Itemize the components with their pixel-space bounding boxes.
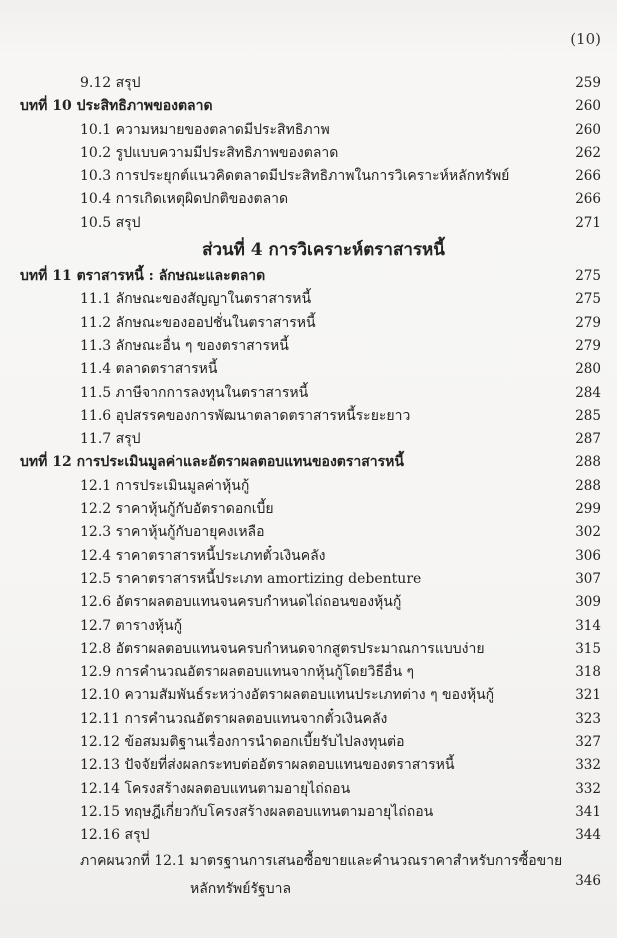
toc-entry-title: 12.16 สรุป: [80, 827, 150, 844]
toc-page-number: 260: [575, 121, 601, 138]
toc-entry-title: 11.2 ลักษณะของออปชั่นในตราสารหนี้: [80, 314, 316, 331]
toc-page-number: 262: [575, 144, 601, 161]
toc-entry-title: 12.15 ทฤษฎีเกี่ยวกับโครงสร้างผลตอบแทนตามอายุไถ่ถอน: [80, 803, 434, 820]
toc-entry: [0, 312, 617, 335]
toc-entry: [0, 615, 617, 638]
toc-page-number: 284: [575, 384, 601, 401]
toc-entry-title: บทที่ 12 การประเมินมูลค่าและอัตราผลตอบแทนของตราสารหนี้: [20, 454, 404, 471]
toc-entry: [0, 754, 617, 777]
toc-entry: [0, 142, 617, 165]
toc-page-number: 315: [575, 640, 601, 657]
toc-page-number: 266: [575, 168, 601, 185]
toc-entry-title: บทที่ 10 ประสิทธิภาพของตลาด: [20, 98, 213, 115]
toc-entry-title: ส่วนที่ 4 การวิเคราะห์ตราสารหนี้: [202, 240, 445, 261]
toc-entry-title: 10.2 รูปแบบความมีประสิทธิภาพของตลาด: [80, 144, 339, 161]
toc-page-number: 332: [575, 757, 601, 774]
toc-chapter: [0, 451, 617, 474]
toc-entry: [0, 591, 617, 614]
toc-entry: [0, 288, 617, 311]
toc-page-number: 332: [575, 780, 601, 797]
toc-entry-title: 12.4 ราคาตราสารหนี้ประเภทตั๋วเงินคลัง: [80, 547, 326, 564]
toc-page-number: 341: [575, 803, 601, 820]
toc-entry-title: 12.8 อัตราผลตอบแทนจนครบกำหนดจากสูตรประมาณการแบบง่าย: [80, 640, 485, 657]
toc-page-number: 314: [575, 617, 601, 634]
toc-entry: [0, 335, 617, 358]
toc-entry: [0, 498, 617, 521]
toc-entry: [0, 212, 617, 235]
toc-entry: [0, 824, 617, 847]
toc-entry-title-cont: หลักทรัพย์รัฐบาล: [190, 880, 292, 897]
toc-entry: [0, 521, 617, 544]
toc-entry: [0, 358, 617, 381]
toc-page-number: 344: [575, 827, 601, 844]
toc-entry: [0, 428, 617, 451]
toc-chapter: [0, 95, 617, 118]
toc-entry-title: 11.5 ภาษีจากการลงทุนในตราสารหนี้: [80, 384, 309, 401]
toc-page-number: 288: [575, 477, 601, 494]
toc-entry-title: 12.1 การประเมินมูลค่าหุ้นกู้: [80, 477, 250, 494]
toc-entry-title: 11.6 อุปสรรคของการพัฒนาตลาดตราสารหนี้ระยะยาว: [80, 407, 411, 424]
toc-entry: [0, 661, 617, 684]
toc-page-number: 275: [575, 291, 601, 308]
toc-entry: [0, 475, 617, 498]
toc-entry-title: บทที่ 11 ตราสารหนี้ : ลักษณะและตลาด: [20, 268, 266, 285]
toc-entry-title: 12.7 ตารางหุ้นกู้: [80, 617, 183, 634]
toc-page-number: 279: [575, 337, 601, 354]
toc-entry: [0, 778, 617, 801]
toc-entry: [0, 188, 617, 211]
toc-entry-title: 11.4 ตลาดตราสารหนี้: [80, 361, 218, 378]
toc-page-number: 260: [575, 98, 601, 115]
toc-entry-title: 10.1 ความหมายของตลาดมีประสิทธิภาพ: [80, 121, 330, 138]
toc-page-number: 321: [575, 687, 601, 704]
toc-page-number: 318: [575, 664, 601, 681]
toc-entry: [0, 568, 617, 591]
toc-entry: [0, 708, 617, 731]
toc-entry: [0, 801, 617, 824]
toc-entry: [0, 119, 617, 142]
toc-page-number: 285: [575, 407, 601, 424]
toc-page-number: 299: [575, 501, 601, 518]
toc-page-number: 279: [575, 314, 601, 331]
toc-entry-title: 12.2 ราคาหุ้นกู้กับอัตราดอกเบี้ย: [80, 501, 274, 518]
toc-entry: [0, 405, 617, 428]
table-of-contents: [0, 72, 617, 900]
toc-entry-title: 11.7 สรุป: [80, 431, 141, 448]
toc-page-number: 266: [575, 191, 601, 208]
toc-entry-title: ภาคผนวกที่ 12.1 มาตรฐานการเสนอซื้อขายและคำนวณราคาสำหรับการซื้อขาย: [80, 852, 563, 869]
toc-part-heading: [0, 235, 617, 265]
toc-entry: [0, 72, 617, 95]
page-number: (10): [570, 30, 601, 48]
toc-page-number: 280: [575, 361, 601, 378]
toc-appendix: [0, 848, 617, 900]
toc-entry-title: 11.3 ลักษณะอื่น ๆ ของตราสารหนี้: [80, 337, 289, 354]
toc-page-number: 327: [575, 734, 601, 751]
toc-entry: [0, 165, 617, 188]
toc-entry: [0, 731, 617, 754]
toc-entry-title: 12.3 ราคาหุ้นกู้กับอายุคงเหลือ: [80, 524, 265, 541]
toc-entry-title: 12.13 ปัจจัยที่ส่งผลกระทบต่ออัตราผลตอบแทนของตราสารหนี้: [80, 757, 455, 774]
toc-entry-title: 9.12 สรุป: [80, 75, 141, 91]
toc-page-number: 309: [575, 594, 601, 611]
toc-entry-title: 10.3 การประยุกต์แนวคิดตลาดมีประสิทธิภาพในการวิเคราะห์หลักทรัพย์: [80, 168, 510, 185]
toc-entry-title: 11.1 ลักษณะของสัญญาในตราสารหนี้: [80, 291, 312, 308]
toc-page-number: 287: [575, 431, 601, 448]
toc-entry-title: 12.6 อัตราผลตอบแทนจนครบกำหนดไถ่ถอนของหุ้นกู้: [80, 594, 402, 611]
toc-page-number: 259: [575, 75, 601, 91]
toc-page-number: 302: [575, 524, 601, 541]
toc-entry-title: 12.9 การคำนวณอัตราผลตอบแทนจากหุ้นกู้โดยวิธีอื่น ๆ: [80, 664, 414, 681]
toc-page-number: 346: [575, 872, 601, 889]
toc-entry: [0, 545, 617, 568]
toc-page-number: 323: [575, 710, 601, 727]
toc-entry-title: 12.14 โครงสร้างผลตอบแทนตามอายุไถ่ถอน: [80, 780, 351, 797]
toc-entry: [0, 382, 617, 405]
toc-entry-title: 10.4 การเกิดเหตุผิดปกติของตลาด: [80, 191, 289, 208]
toc-entry-title: 12.12 ข้อสมมติฐานเรื่องการนำดอกเบี้ยรับไปลงทุนต่อ: [80, 734, 405, 751]
toc-entry: [0, 684, 617, 707]
toc-page-number: 307: [575, 570, 601, 587]
toc-entry-title: 12.11 การคำนวณอัตราผลตอบแทนจากตั๋วเงินคลัง: [80, 710, 388, 727]
toc-entry-title: 10.5 สรุป: [80, 214, 141, 231]
toc-entry-title: 12.10 ความสัมพันธ์ระหว่างอัตราผลตอบแทนประเภทต่าง ๆ ของหุ้นกู้: [80, 687, 495, 704]
toc-page-number: 275: [575, 268, 601, 285]
toc-page-number: 271: [575, 214, 601, 231]
toc-page-number: 288: [575, 454, 601, 471]
toc-entry: [0, 638, 617, 661]
toc-page-number: 306: [575, 547, 601, 564]
toc-entry-title: 12.5 ราคาตราสารหนี้ประเภท amortizing debenture: [80, 570, 422, 587]
toc-chapter: [0, 265, 617, 288]
